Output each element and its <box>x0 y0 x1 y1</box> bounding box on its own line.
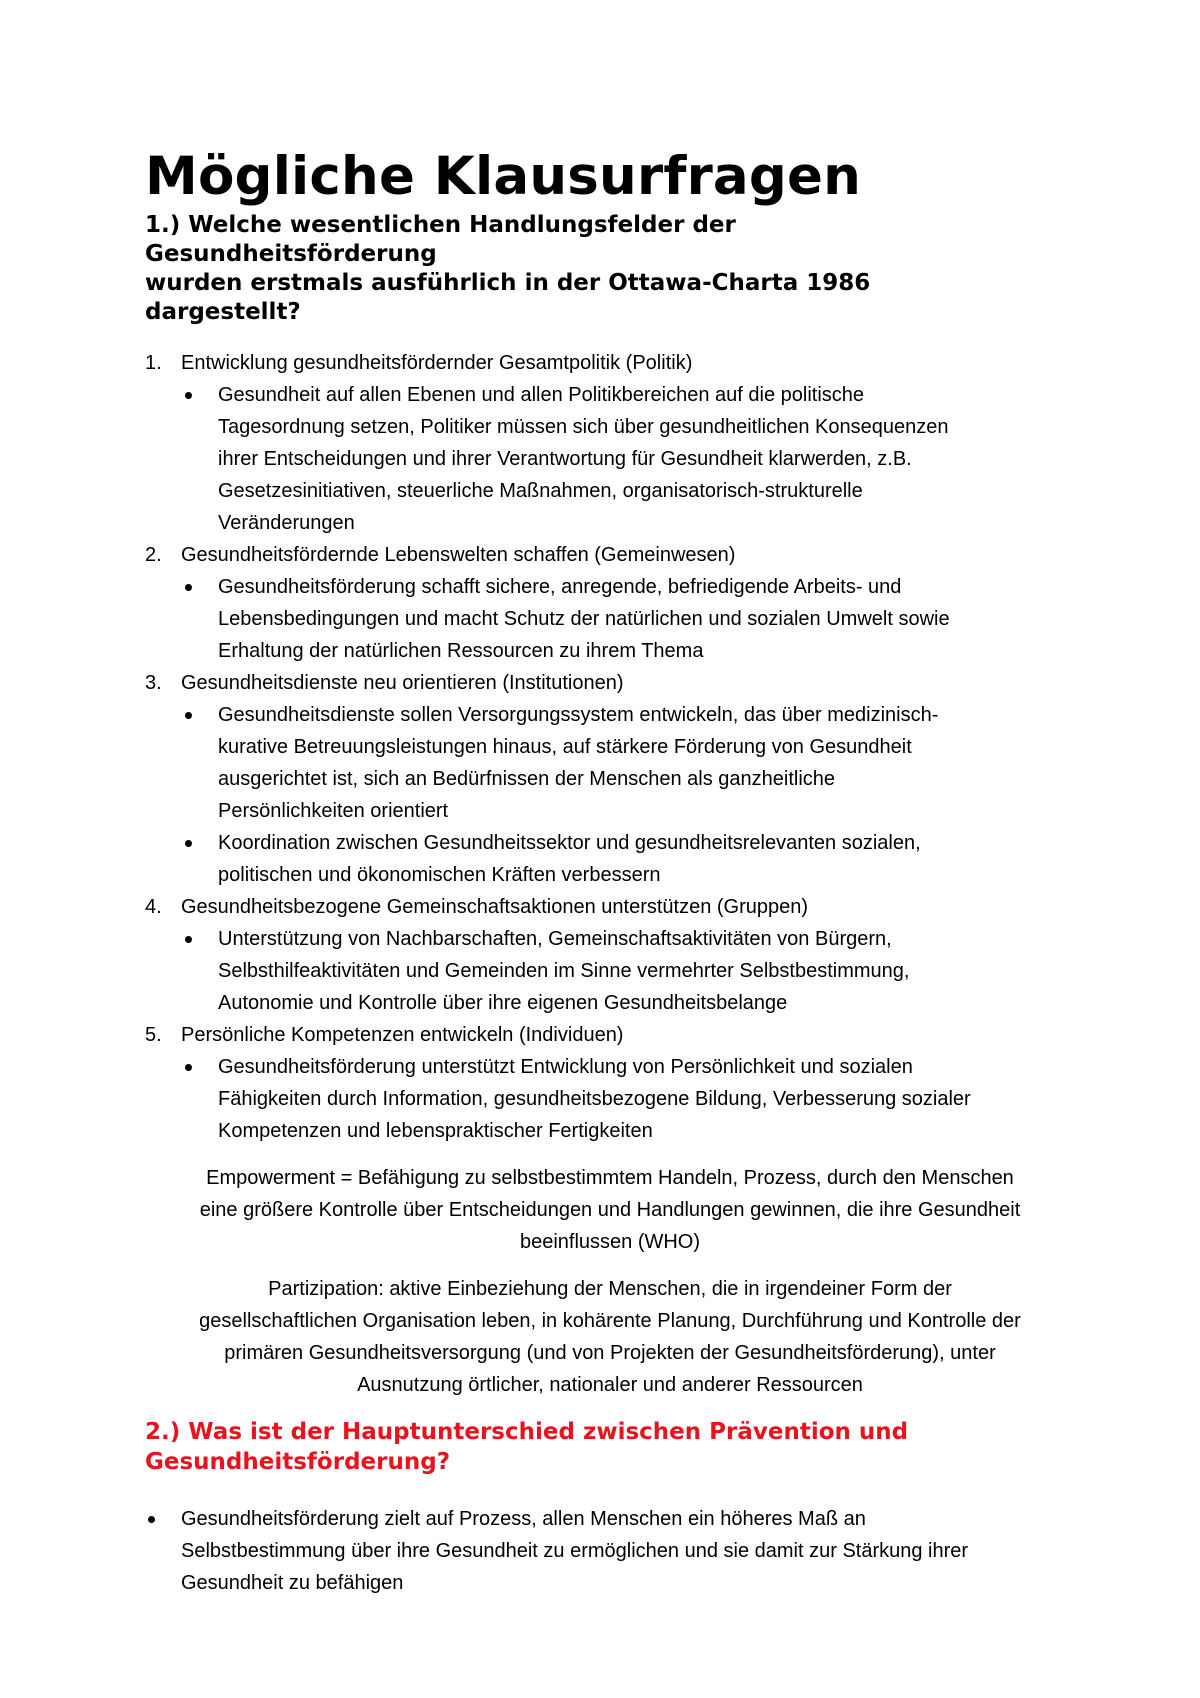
empowerment-paragraph <box>145 1162 1075 1258</box>
question-2-heading <box>145 1417 1075 1477</box>
list-item-3 <box>145 667 1075 699</box>
paragraph-line: primären Gesundheitsversorgung (und von Projekten der Gesundheitsförderung), unter <box>224 1342 996 1364</box>
list-number: 3. <box>145 672 162 694</box>
paragraph-line: Empowerment = Befähigung zu selbstbestimmtem Handeln, Prozess, durch den Menschen <box>206 1167 1014 1189</box>
bullet-line: Erhaltung der natürlichen Ressourcen zu ihrem Thema <box>218 640 704 662</box>
document-title: Mögliche Klausurfragen <box>145 146 862 207</box>
bullet-line: Selbstbestimmung über ihre Gesundheit zu ermöglichen und sie damit zur Stärkung ihrer <box>181 1540 969 1562</box>
bullet-item <box>145 827 1075 891</box>
bullet-dot-icon <box>185 936 192 943</box>
sub-list <box>145 379 1075 539</box>
bullet-line: Autonomie und Kontrolle über ihre eigenen Gesundheitsbelange <box>218 992 788 1014</box>
heading-line: Gesundheitsförderung <box>145 241 437 267</box>
bullet-line: Unterstützung von Nachbarschaften, Gemeinschaftsaktivitäten von Bürgern, <box>218 928 892 950</box>
sub-list-container <box>145 1051 1075 1147</box>
bullet-line: Koordination zwischen Gesundheitssektor und gesundheitsrelevanten sozialen, <box>218 832 921 854</box>
bullet-line: kurative Betreuungsleistungen hinaus, auf stärkere Förderung von Gesundheit <box>218 736 912 758</box>
bullet-item <box>145 571 1075 667</box>
list-item-5 <box>145 1019 1075 1051</box>
bullet-line: Kompetenzen und lebenspraktischer Fertigkeiten <box>218 1120 653 1142</box>
bullet-line: Tagesordnung setzen, Politiker müssen sich über gesundheitlichen Konsequenzen <box>218 416 949 438</box>
heading-line: wurden erstmals ausführlich in der Ottawa-Charta 1986 <box>145 270 871 296</box>
sub-list <box>145 923 1075 1019</box>
heading-line: 2.) Was ist der Hauptunterschied zwischen Prävention und <box>145 1419 909 1445</box>
list-item-label: Persönliche Kompetenzen entwickeln (Individuen) <box>181 1024 624 1046</box>
sub-list-container <box>145 571 1075 667</box>
bullet-line: Gesundheitsförderung unterstützt Entwicklung von Persönlichkeit und sozialen <box>218 1056 913 1078</box>
bullet-line: ausgerichtet ist, sich an Bedürfnissen der Menschen als ganzheitliche <box>218 768 836 790</box>
sub-list-container <box>145 923 1075 1019</box>
bullet-line: Veränderungen <box>218 512 355 534</box>
bullet-item <box>145 1503 1075 1599</box>
list-item-label: Entwicklung gesundheitsfördernder Gesamtpolitik (Politik) <box>181 352 693 374</box>
handlungsfelder-list <box>145 347 1075 1147</box>
sub-list <box>145 1051 1075 1147</box>
bullet-line: Gesundheitsförderung zielt auf Prozess, allen Menschen ein höheres Maß an <box>181 1508 866 1530</box>
heading-line: Gesundheitsförderung? <box>145 1449 451 1475</box>
paragraph-line: eine größere Kontrolle über Entscheidungen und Handlungen gewinnen, die ihre Gesundheit <box>199 1199 1021 1221</box>
list-item-label: Gesundheitsfördernde Lebenswelten schaffen (Gemeinwesen) <box>181 544 736 566</box>
document-content <box>145 145 1075 1599</box>
paragraph-line: Ausnutzung örtlicher, nationaler und anderer Ressourcen <box>357 1374 863 1396</box>
paragraph-line: beeinflussen (WHO) <box>519 1231 701 1253</box>
sub-list-container <box>145 699 1075 891</box>
bullet-line: Gesundheitsförderung schafft sichere, anregende, befriedigende Arbeits- und <box>218 576 902 598</box>
list-item-label: Gesundheitsbezogene Gemeinschaftsaktionen unterstützen (Gruppen) <box>181 896 809 918</box>
bullet-line: Lebensbedingungen und macht Schutz der natürlichen und sozialen Umwelt sowie <box>218 608 950 630</box>
bullet-line: Gesundheit auf allen Ebenen und allen Politikbereichen auf die politische <box>218 384 865 406</box>
list-item-4 <box>145 891 1075 923</box>
bullet-dot-icon <box>185 392 192 399</box>
bullet-dot-icon <box>185 584 192 591</box>
bullet-item <box>145 1051 1075 1147</box>
partizipation-paragraph <box>145 1273 1075 1401</box>
bullet-dot-icon <box>185 712 192 719</box>
sub-list <box>145 571 1075 667</box>
sub-list-container <box>145 379 1075 539</box>
bullet-dot-icon <box>185 1064 192 1071</box>
heading-line: dargestellt? <box>145 299 301 325</box>
paragraph-line: Partizipation: aktive Einbeziehung der Menschen, die in irgendeiner Form der <box>268 1278 952 1300</box>
sub-list <box>145 699 1075 891</box>
bullet-line: Persönlichkeiten orientiert <box>218 800 449 822</box>
bullet-line: Selbsthilfeaktivitäten und Gemeinden im Sinne vermehrter Selbstbestimmung, <box>218 960 910 982</box>
bullet-item <box>145 923 1075 1019</box>
bullet-dot-icon <box>185 840 192 847</box>
question-2-list <box>145 1503 1075 1599</box>
paragraph-line: gesellschaftlichen Organisation leben, in kohärente Planung, Durchführung und Kontrolle der <box>199 1310 1021 1332</box>
list-number: 5. <box>145 1024 162 1046</box>
list-number: 2. <box>145 544 162 566</box>
bullet-line: Gesetzesinitiativen, steuerliche Maßnahmen, organisatorisch-strukturelle <box>218 480 863 502</box>
bullet-dot-icon <box>148 1516 155 1523</box>
list-number: 1. <box>145 352 162 374</box>
bullet-line: Fähigkeiten durch Information, gesundheitsbezogene Bildung, Verbesserung sozialer <box>218 1088 971 1110</box>
question-1-heading <box>145 211 1075 327</box>
bullet-item <box>145 379 1075 539</box>
list-item-label: Gesundheitsdienste neu orientieren (Institutionen) <box>181 672 624 694</box>
bullet-line: Gesundheit zu befähigen <box>181 1572 404 1594</box>
bullet-item <box>145 699 1075 827</box>
list-item-1 <box>145 347 1075 379</box>
list-number: 4. <box>145 896 162 918</box>
bullet-line: politischen und ökonomischen Kräften verbessern <box>218 864 661 886</box>
list-item-2 <box>145 539 1075 571</box>
bullet-line: Gesundheitsdienste sollen Versorgungssystem entwickeln, das über medizinisch- <box>218 704 939 726</box>
bullet-line: ihrer Entscheidungen und ihrer Verantwortung für Gesundheit klarwerden, z.B. <box>218 448 912 470</box>
heading-line: 1.) Welche wesentlichen Handlungsfelder der <box>145 212 736 238</box>
